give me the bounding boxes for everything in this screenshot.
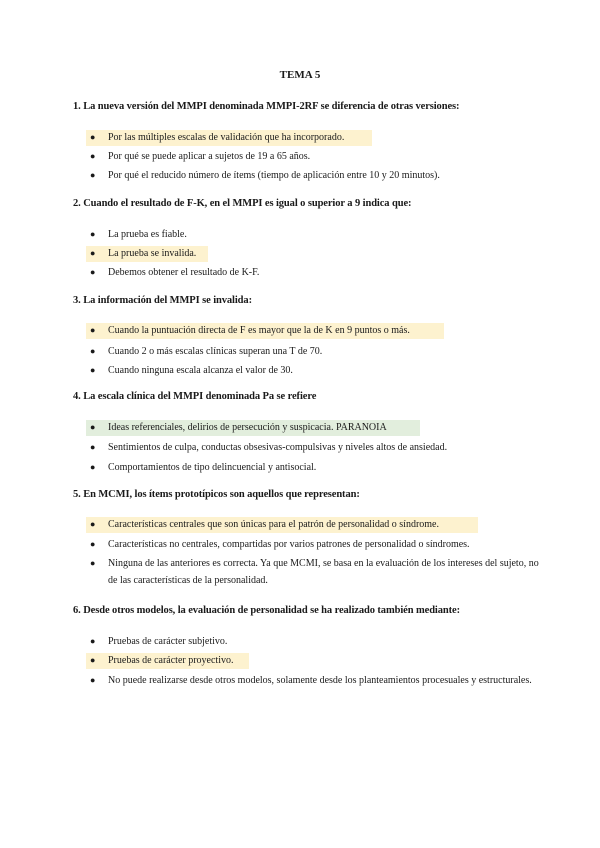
question-6-option-3: ● No puede realizarse desde otros modelos, solamente desde los planteamientos procesuales y estructurales. (90, 672, 540, 689)
question-4-option-3: ● Comportamientos de tipo delincuencial y antisocial. (90, 459, 540, 476)
bullet-icon: ● (90, 346, 96, 356)
bullet-icon: ● (90, 248, 96, 258)
bullet-icon: ● (90, 519, 96, 529)
question-5-option-1: ● Características centrales que son únicas para el patrón de personalidad o síndrome. (90, 516, 540, 533)
question-3-option-3: ● Cuando ninguna escala alcanza el valor de 30. (90, 362, 540, 379)
question-4-heading: 4. La escala clínica del MMPI denominada Pa se refiere (73, 391, 317, 402)
bullet-icon: ● (90, 325, 96, 335)
page-title: TEMA 5 (279, 69, 321, 81)
question-6-option-1: ● Pruebas de carácter subjetivo. (90, 633, 540, 650)
question-2-option-2: ● La prueba se invalida. (90, 245, 540, 262)
question-3-heading: 3. La información del MMPI se invalida: (73, 295, 252, 306)
question-1-option-3: ● Por qué el reducido número de ítems (tiempo de aplicación entre 10 y 20 minutos). (90, 167, 540, 184)
bullet-icon: ● (90, 558, 96, 568)
question-5-option-3: ● Ninguna de las anteriores es correcta. Ya que MCMI, se basa en la evaluación de los intereses del sujeto, no de las características de la personalidad. (90, 555, 540, 589)
bullet-icon: ● (90, 151, 96, 161)
question-1-option-2: ● Por qué se puede aplicar a sujetos de 19 a 65 años. (90, 148, 540, 165)
bullet-icon: ● (90, 539, 96, 549)
bullet-icon: ● (90, 675, 96, 685)
bullet-icon: ● (90, 636, 96, 646)
question-3-option-2: ● Cuando 2 o más escalas clínicas superan una T de 70. (90, 343, 540, 360)
question-5-option-2: ● Características no centrales, compartidas por varios patrones de personalidad o síndromes. (90, 536, 540, 553)
bullet-icon: ● (90, 462, 96, 472)
question-5-heading: 5. En MCMI, los ítems prototípicos son aquellos que representan: (73, 489, 360, 500)
question-2-option-3: ● Debemos obtener el resultado de K-F. (90, 264, 540, 281)
bullet-icon: ● (90, 267, 96, 277)
bullet-icon: ● (90, 170, 96, 180)
question-6-option-2: ● Pruebas de carácter proyectivo. (90, 652, 540, 669)
bullet-icon: ● (90, 365, 96, 375)
question-1-heading: 1. La nueva versión del MMPI denominada MMPI-2RF se diferencia de otras versiones: (73, 101, 460, 112)
bullet-icon: ● (90, 422, 96, 432)
question-4-option-1: ● Ideas referenciales, delirios de persecución y suspicacia. PARANOIA (90, 419, 540, 436)
question-3-option-1: ● Cuando la puntuación directa de F es mayor que la de K en 9 puntos o más. (90, 322, 540, 339)
question-1-option-1: ● Por las múltiples escalas de validación que ha incorporado. (90, 129, 540, 146)
question-6-heading: 6. Desde otros modelos, la evaluación de personalidad se ha realizado también mediante: (73, 605, 460, 616)
bullet-icon: ● (90, 442, 96, 452)
bullet-icon: ● (90, 229, 96, 239)
bullet-icon: ● (90, 132, 96, 142)
question-2-heading: 2. Cuando el resultado de F-K, en el MMPI es igual o superior a 9 indica que: (73, 198, 412, 209)
bullet-icon: ● (90, 655, 96, 665)
question-2-option-1: ● La prueba es fiable. (90, 226, 540, 243)
question-4-option-2: ● Sentimientos de culpa, conductas obsesivas-compulsivas y niveles altos de ansiedad. (90, 439, 540, 456)
